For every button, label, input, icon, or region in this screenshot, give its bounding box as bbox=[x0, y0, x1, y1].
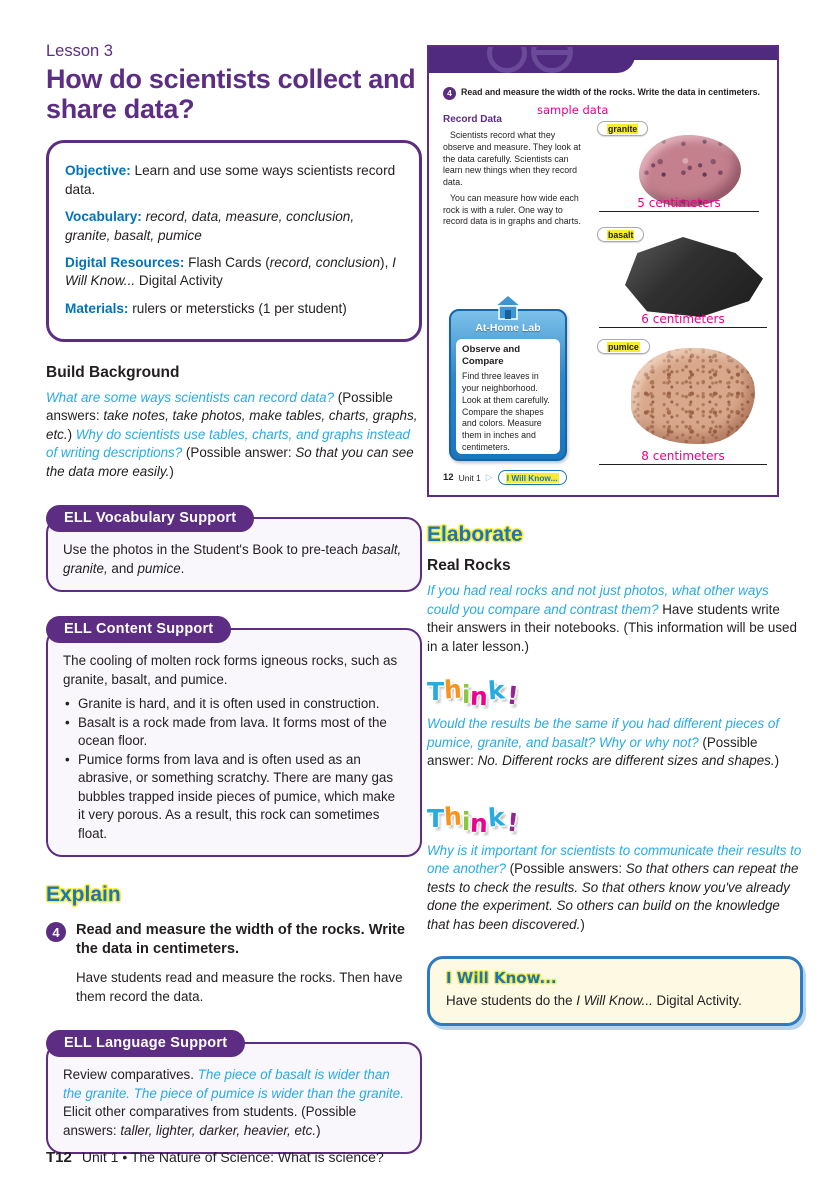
think-letter: h bbox=[443, 674, 463, 705]
basalt-measurement: 6 centimeters bbox=[599, 312, 767, 328]
granite-label: granite bbox=[597, 121, 648, 136]
ell-language-support-pill: ELL Language Support bbox=[46, 1030, 245, 1057]
footer-text: Unit 1 • The Nature of Science: What is science? bbox=[81, 1149, 384, 1165]
ell-vocabulary-support bbox=[46, 505, 422, 592]
page-title: How do scientists collect and share data? bbox=[46, 64, 416, 125]
ell-content-bullet-list bbox=[63, 695, 405, 843]
objective-row bbox=[65, 162, 403, 199]
student-page-unit: Unit 1 bbox=[458, 472, 481, 483]
think-letter: n bbox=[469, 808, 489, 838]
basalt-label: basalt bbox=[597, 227, 644, 242]
explain-step bbox=[46, 921, 422, 959]
pumice-measurement: 8 centimeters bbox=[599, 449, 767, 465]
think-letter: ! bbox=[505, 680, 520, 711]
record-data-paragraph-1: Scientists record what they observe and measure. They look at the data carefully. Scientists can learn new things when they record data. bbox=[443, 130, 581, 188]
build-background-paragraph: What are some ways scientists can record data? (Possible answers: take notes, take photos, make tables, charts, graphs, etc.) Why do scientists use tables, charts, and graphs instead of writing descriptions? (Possible answer: So that you can see the data more easily.) bbox=[46, 389, 418, 479]
step-number-badge: 4 bbox=[46, 922, 66, 942]
think-letter: T bbox=[427, 803, 445, 833]
globe-icon bbox=[531, 47, 573, 73]
elaborate-paragraph: If you had real rocks and not just photos, what other ways could you compare and contrast them? Have students write their answers in their notebooks. (This information will be used in a later lesson.) bbox=[427, 583, 797, 654]
i-will-know-title: I Will Know... bbox=[446, 969, 557, 987]
think-letter: h bbox=[443, 801, 463, 831]
step-title: Read and measure the width of the rocks. Write the data in centimeters. bbox=[76, 922, 405, 958]
record-data-text bbox=[443, 130, 585, 232]
at-home-lab-title: At-Home Lab bbox=[475, 322, 541, 334]
student-page-footer bbox=[443, 470, 567, 485]
at-home-lab-heading: Observe and Compare bbox=[462, 344, 521, 367]
footer-page-number: T12 bbox=[46, 1149, 72, 1166]
step-body: Have students read and measure the rocks. Then have them record the data. bbox=[76, 970, 403, 1004]
build-background-heading: Build Background bbox=[46, 363, 180, 381]
digital-resources-row: Digital Resources: Flash Cards (record, conclusion), I Will Know... Digital Activity bbox=[65, 254, 396, 289]
right-column bbox=[427, 45, 803, 1026]
think-paragraph-1: Would the results be the same if you had different pieces of pumice, granite, and basalt? Why or why not? (Possible answer: No. Different rocks are different sizes and shapes.) bbox=[427, 716, 780, 768]
globe-icon bbox=[487, 47, 527, 73]
objective-label: Objective: bbox=[65, 163, 131, 179]
objective-text: Learn and use some ways scientists record data. bbox=[65, 163, 396, 197]
real-rocks-heading: Real Rocks bbox=[427, 557, 511, 574]
think-letter: i bbox=[461, 806, 471, 836]
think-letter: n bbox=[469, 681, 489, 712]
ell-content-support bbox=[46, 616, 422, 857]
vocabulary-text: record, data, measure, conclusion, granite, basalt, pumice bbox=[65, 209, 355, 243]
ell-content-support-box bbox=[46, 628, 422, 857]
materials-row bbox=[65, 300, 403, 318]
bullet-pumice: • Pumice forms from lava and is often used as an abrasive, or something scratchy. There are many gas bubbles trapped inside pieces of pumice, which make it very porous. As a result, this rock can sometimes float. bbox=[63, 751, 405, 844]
at-home-lab-panel bbox=[456, 339, 560, 454]
think-letter: k bbox=[487, 675, 506, 706]
vocabulary-label: Vocabulary: bbox=[65, 209, 142, 225]
think-letter: i bbox=[461, 680, 471, 709]
arrow-icon: ▷ bbox=[485, 472, 493, 482]
student-book-page bbox=[427, 45, 779, 497]
vocabulary-row bbox=[65, 208, 403, 245]
elaborate-heading: Elaborate bbox=[427, 523, 523, 546]
ell-content-support-pill: ELL Content Support bbox=[46, 616, 231, 643]
materials-text: rulers or metersticks (1 per student) bbox=[128, 300, 347, 316]
student-page-banner-tab bbox=[429, 47, 635, 73]
ell-content-intro: The cooling of molten rock forms igneous rocks, such as granite, basalt, and pumice. bbox=[63, 653, 398, 687]
at-home-lab-body: Find three leaves in your neighborhood. Look at them carefully. Compare the shapes and colors. Measure them in inches and centimeters. bbox=[462, 370, 550, 453]
at-home-lab-card bbox=[449, 309, 567, 461]
think-paragraph-2: Why is it important for scientists to communicate their results to one another? (Possible answers: So that others can repeat the tests to check the results. So that others know you've already done the experiment. So others can build on the knowledge that has been discovered.) bbox=[427, 842, 802, 932]
house-icon bbox=[493, 294, 523, 325]
pumice-photo bbox=[631, 348, 755, 444]
record-data-paragraph-2: You can measure how wide each rock is with a ruler. One way to record data is in graphs and charts. bbox=[443, 192, 581, 227]
ell-vocabulary-support-pill: ELL Vocabulary Support bbox=[46, 505, 254, 532]
record-data-heading: Record Data bbox=[443, 114, 502, 125]
i-will-know-button: I Will Know... bbox=[498, 470, 567, 485]
student-step-number-badge: 4 bbox=[443, 87, 456, 100]
ell-language-support bbox=[46, 1030, 422, 1154]
sample-data-annotation: sample data bbox=[537, 103, 609, 117]
ell-vocabulary-support-box: Use the photos in the Student's Book to pre-teach basalt, granite, and pumice. bbox=[46, 517, 422, 592]
student-step-text: Read and measure the width of the rocks. Write the data in centimeters. bbox=[461, 87, 761, 97]
bullet-granite: • Granite is hard, and it is often used in construction. bbox=[63, 695, 405, 714]
think-logo bbox=[427, 801, 803, 838]
bullet-basalt: • Basalt is a rock made from lava. It forms most of the ocean floor. bbox=[63, 714, 405, 751]
i-will-know-text: Have students do the I Will Know... Digital Activity. bbox=[446, 993, 742, 1008]
pumice-label: pumice bbox=[597, 339, 650, 354]
materials-label: Materials: bbox=[65, 300, 129, 316]
explain-heading: Explain bbox=[46, 883, 121, 907]
left-column bbox=[46, 42, 422, 1154]
student-page-number: 12 bbox=[443, 472, 454, 483]
think-letter: T bbox=[427, 677, 445, 706]
ell-language-support-box: Review comparatives. The piece of basalt is wider than the granite. The piece of pumice is wider than the granite. Elicit other comparatives from students. (Possible answers: taller, lighter, darker, heavier, etc.) bbox=[46, 1042, 422, 1154]
granite-measurement: 5 centimeters bbox=[599, 196, 759, 212]
student-step-row bbox=[443, 87, 773, 100]
page-footer bbox=[46, 1149, 384, 1166]
think-letter: k bbox=[487, 801, 506, 833]
i-will-know-box bbox=[427, 956, 803, 1026]
think-logo bbox=[427, 674, 803, 712]
lesson-overview-box bbox=[46, 140, 422, 341]
think-letter: ! bbox=[505, 806, 520, 838]
lesson-label: Lesson 3 bbox=[46, 42, 113, 60]
basalt-photo bbox=[625, 237, 763, 317]
digital-resources-label: Digital Resources: bbox=[65, 254, 185, 270]
